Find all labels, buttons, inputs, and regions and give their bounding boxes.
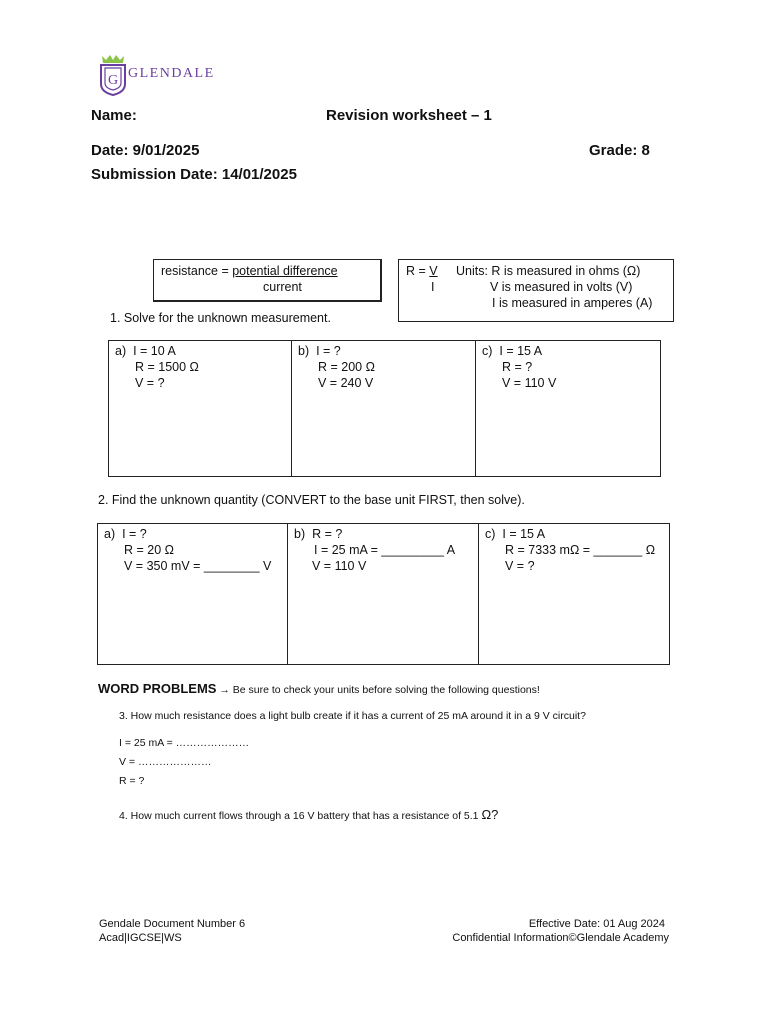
formula-i: I: [431, 280, 435, 294]
q4-text: 4. How much current flows through a 16 V battery that has a resistance of 5.1: [119, 810, 482, 822]
cell-line: R = ?: [312, 527, 343, 541]
name-label: Name:: [91, 107, 137, 124]
word-note: → Be sure to check your units before solving the following questions!: [216, 684, 540, 696]
word-problems-heading: [98, 681, 540, 696]
cell-line: V = ?: [135, 376, 165, 390]
question-1-title: 1. Solve for the unknown measurement.: [110, 311, 331, 325]
cell-line: I = 15 A: [499, 344, 543, 358]
cell-label: c): [482, 344, 493, 358]
q1-cell-b[interactable]: [292, 341, 476, 477]
q3-line-1: I = 25 mA = …………………: [119, 737, 250, 749]
cell-line: V = ?: [505, 559, 535, 573]
cell-label: b): [298, 344, 310, 358]
cell-line: R = 7333 mΩ = _______ Ω: [505, 543, 656, 557]
q3-line-2: V = …………………: [119, 756, 212, 768]
cell-line: R = 20 Ω: [124, 543, 174, 557]
question-3: 3. How much resistance does a light bulb create if it has a current of 25 mA around it in a 9 V circuit?: [119, 710, 586, 722]
cell-line: I = 25 mA = _________ A: [314, 543, 456, 557]
cell-line: I = 10 A: [133, 344, 176, 358]
svg-text:G: G: [107, 73, 119, 88]
logo-text: GLENDALE: [128, 66, 215, 81]
worksheet-title: Revision worksheet – 1: [326, 107, 492, 124]
q2-cell-a[interactable]: [98, 524, 288, 665]
shield-crest-icon: [98, 54, 128, 96]
q2-cell-b[interactable]: [288, 524, 479, 665]
formula-numerator: potential difference: [232, 264, 338, 278]
cell-line: I = 15 A: [502, 527, 546, 541]
date-label: Date: 9/01/2025: [91, 142, 200, 159]
formula-prefix: resistance =: [161, 264, 233, 278]
cell-label: a): [104, 527, 116, 541]
cell-line: R = 1500 Ω: [135, 360, 199, 374]
grade-label: Grade: 8: [589, 142, 650, 159]
cell-line: R = ?: [502, 360, 533, 374]
cell-line: V = 110 V: [312, 559, 367, 573]
units-line-1: Units: R is measured in ohms (Ω): [456, 264, 641, 278]
footer-effective-date: Effective Date: 01 Aug 2024: [528, 918, 665, 930]
formula-r: R =: [406, 264, 430, 278]
formula-denominator: current: [263, 280, 302, 294]
cell-label: b): [294, 527, 306, 541]
footer-code: Acad|IGCSE|WS: [99, 932, 182, 944]
q1-cell-c[interactable]: [476, 341, 661, 477]
units-line-2: V is measured in volts (V): [490, 280, 633, 294]
cell-line: I = ?: [122, 527, 147, 541]
q1-cell-a[interactable]: [109, 341, 292, 477]
question-1-table: [108, 340, 661, 477]
units-line-3: I is measured in amperes (A): [492, 296, 653, 310]
formula-v: V: [429, 264, 438, 278]
cell-line: R = 200 Ω: [318, 360, 375, 374]
cell-line: V = 110 V: [502, 376, 557, 390]
formula-words-top: [161, 264, 338, 278]
formula-r-eq: [406, 264, 438, 278]
q2-cell-c[interactable]: [479, 524, 670, 665]
question-2-title: 2. Find the unknown quantity (CONVERT to the base unit FIRST, then solve).: [98, 493, 525, 507]
cell-label: a): [115, 344, 127, 358]
word-heading: WORD PROBLEMS: [98, 681, 217, 696]
q4-omega: Ω?: [481, 807, 499, 822]
q3-line-3: R = ?: [119, 775, 145, 787]
cell-label: c): [485, 527, 496, 541]
cell-line: V = 240 V: [318, 376, 374, 390]
cell-line: I = ?: [316, 344, 341, 358]
footer-doc-number: Gendale Document Number 6: [99, 918, 246, 930]
question-4: [119, 807, 498, 822]
footer-confidential: Confidential Information©Glendale Academy: [452, 932, 669, 944]
cell-line: V = 350 mV = ________ V: [124, 559, 272, 573]
submission-date: Submission Date: 14/01/2025: [91, 166, 297, 183]
question-2-table: [97, 523, 670, 665]
